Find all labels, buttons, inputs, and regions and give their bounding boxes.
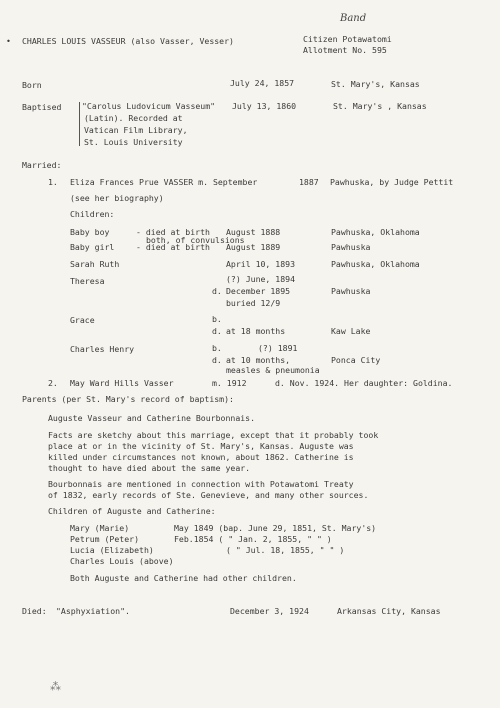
child-death: at 10 months, [226, 355, 291, 365]
handwritten-note: Band [340, 13, 367, 24]
child-place: Pawhuska, Oklahoma [331, 259, 420, 269]
paragraph-line: of 1832, early records of Ste. Genevieve, and many other sources. [48, 490, 369, 500]
paragraph-line: Bourbonnais are mentioned in connection with Potawatomi Treaty [48, 479, 354, 489]
sibling-details: ( " Jul. 18, 1855, " " ) [226, 545, 345, 555]
parents-label: Parents (per St. Mary's record of baptism): [22, 394, 234, 404]
born-place: St. Mary's, Kansas [331, 79, 420, 89]
child-name: Charles Henry [70, 344, 135, 354]
baptised-date: July 13, 1860 [232, 101, 297, 111]
children-label: Children: [70, 209, 115, 219]
marriage-1-number: 1. [48, 177, 58, 187]
married-label: Married: [22, 160, 62, 170]
paragraph-line: place at or in the vicinity of St. Mary's, Kansas. Auguste was [48, 441, 354, 451]
sibling-name: Lucia (Elizabeth) [70, 545, 154, 555]
child-name: Sarah Ruth [70, 259, 120, 269]
paragraph-line: thought to have died about the same year. [48, 463, 251, 473]
child-name: Baby girl [70, 242, 115, 252]
sibling-name: Petrum (Peter) [70, 534, 140, 544]
marriage-1-year: 1887 [299, 177, 319, 187]
baptised-label: Baptised [22, 102, 62, 112]
child-extra: measles & pneumonia [226, 365, 320, 375]
marriage-2-text: May Ward Hills Vasser [70, 378, 174, 388]
child-place: Kaw Lake [331, 326, 371, 336]
child-death: at 18 months [226, 326, 286, 336]
marriage-2-date: m. 1912 [212, 378, 247, 388]
child-extra: buried 12/9 [226, 298, 281, 308]
child-birth-label: b. [212, 314, 222, 324]
subject-name: CHARLES LOUIS VASSEUR (also Vasser, Vesser) [22, 36, 234, 46]
marriage-1-place: Pawhuska, by Judge Pettit [330, 177, 454, 187]
citizen-band: Citizen Potawatomi [303, 34, 392, 44]
child-birth: (?) 1891 [258, 343, 298, 353]
child-place: Pawhuska [331, 242, 371, 252]
child-death-label: d. [212, 326, 222, 336]
scan-mark: ⁂ [50, 680, 61, 693]
child-date: April 10, 1893 [226, 259, 296, 269]
child-name: Theresa [70, 276, 105, 286]
born-date: July 24, 1857 [230, 78, 295, 88]
sibling-details: May 1849 (bap. June 29, 1851, St. Mary's) [174, 523, 377, 533]
child-place: Pawhuska, Oklahoma [331, 227, 420, 237]
child-date: August 1888 [226, 227, 281, 237]
marriage-2-number: 2. [48, 378, 58, 388]
other-children-note: Both Auguste and Catherine had other children. [70, 573, 297, 583]
died-label: Died: [22, 606, 47, 616]
child-extra: both, of convulsions [146, 235, 245, 245]
child-birth-label: b. [212, 343, 222, 353]
allotment-number: Allotment No. 595 [303, 45, 387, 55]
baptised-place: St. Mary's , Kansas [333, 101, 427, 111]
child-name: Baby boy [70, 227, 110, 237]
child-place: Ponca City [331, 355, 381, 365]
paragraph-line: killed under circumstances not known, about 1862. Catherine is [48, 452, 354, 462]
died-cause: "Asphyxiation". [56, 606, 130, 616]
child-date: August 1889 [226, 242, 281, 252]
baptised-line-4: St. Louis University [84, 137, 183, 147]
see-biography: (see her biography) [70, 193, 164, 203]
sibling-details: Feb.1854 ( " Jan. 2, 1855, " " ) [174, 534, 332, 544]
child-name: Grace [70, 315, 95, 325]
child-note: - died at birth [136, 242, 210, 252]
sibling-name: Charles Louis (above) [70, 556, 174, 566]
born-label: Born [22, 80, 42, 90]
marriage-2-death: d. Nov. 1924. Her daughter: Goldina. [275, 378, 453, 388]
parents-children-label: Children of Auguste and Catherine: [48, 506, 216, 516]
child-death-label: d. [212, 286, 222, 296]
parents-names: Auguste Vasseur and Catherine Bourbonnais. [48, 413, 256, 423]
marriage-1-text: Eliza Frances Prue VASSER m. September [70, 177, 258, 187]
child-place: Pawhuska [331, 286, 371, 296]
baptised-line-3: Vatican Film Library, [84, 125, 188, 135]
died-place: Arkansas City, Kansas [337, 606, 441, 616]
child-death: December 1895 [226, 286, 291, 296]
child-birth: (?) June, 1894 [226, 274, 296, 284]
child-note: - died at birth [136, 227, 210, 237]
bullet: • [6, 36, 11, 46]
child-death-label: d. [212, 355, 222, 365]
baptised-line-1: "Carolus Ludovicum Vasseum" [82, 101, 216, 111]
sibling-name: Mary (Marie) [70, 523, 130, 533]
paragraph-line: Facts are sketchy about this marriage, except that it probably took [48, 430, 379, 440]
died-date: December 3, 1924 [230, 606, 309, 616]
baptised-line-2: (Latin). Recorded at [84, 113, 183, 123]
